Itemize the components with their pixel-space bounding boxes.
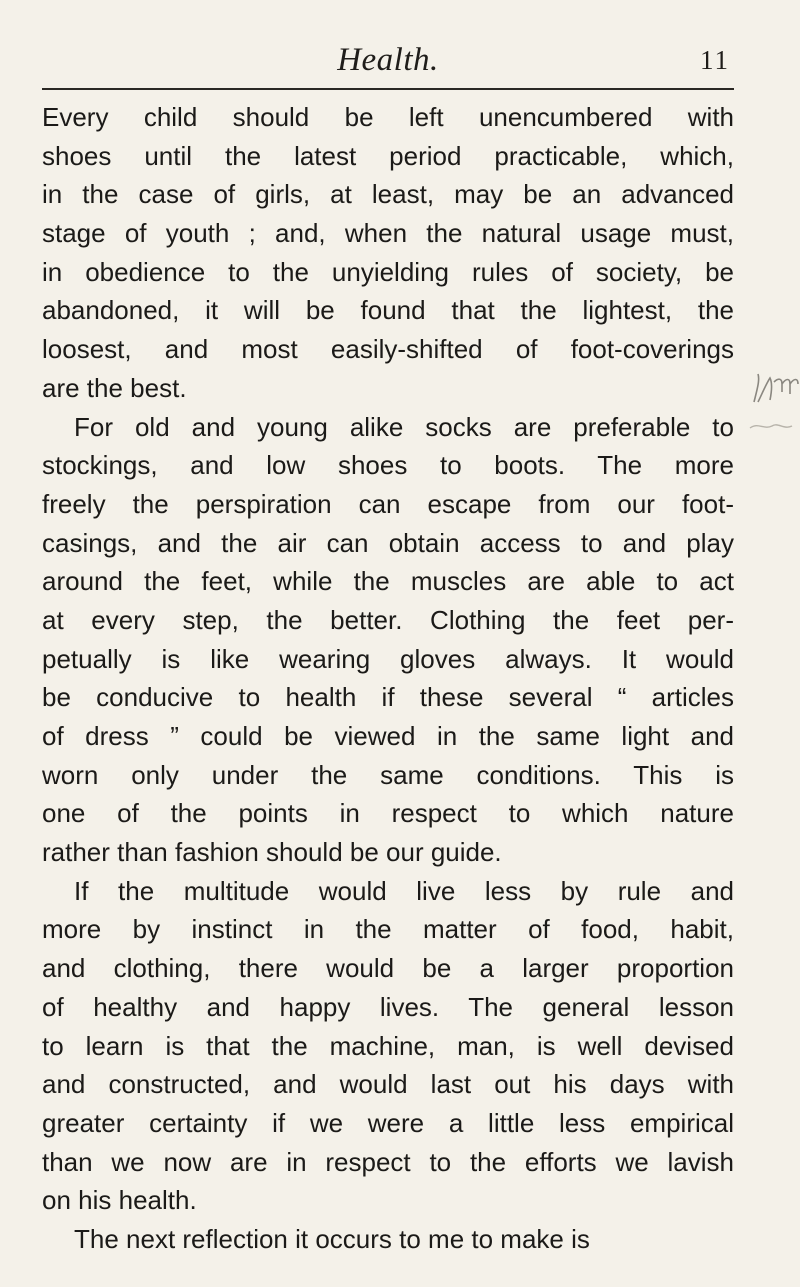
text-line: at every step, the better. Clothing the feet per- [42,604,734,635]
text-line: Every child should be left unencumbered with [42,102,734,132]
text-line: in the case of girls, at least, may be an advanced [42,179,734,210]
running-head [42,36,734,84]
text-line: more by instinct in the matter of food, habit, [42,914,734,945]
text-line: abandoned, it will be found that the lightest, the [42,295,734,326]
text-line: on his health. [42,1185,197,1216]
paragraph [42,1220,734,1259]
text-line: around the feet, while the muscles are able to act [42,566,734,597]
text-line: of dress ” could be viewed in the same light and [42,721,734,751]
paragraph [42,872,734,1220]
handwritten-annotation-icon [748,372,800,442]
text-line: rather than fashion should be our guide. [42,837,502,868]
text-line: be conducive to health if these several “ articles [42,682,734,713]
page-number: 11 [700,45,730,75]
text-line: petually is like wearing gloves always. It would [42,643,734,674]
paragraph [42,408,734,872]
text-line: and clothing, there would be a larger proportion [42,953,734,984]
text-line: If the multitude would live less by rule and [74,875,734,906]
text-line: greater certainty if we were a little less empirical [42,1107,734,1138]
text-line: and constructed, and would last out his days with [42,1069,734,1100]
text-line: loosest, and most easily-shifted of foot-coverings [42,334,734,365]
text-line: are the best. [42,372,187,403]
text-line: worn only under the same conditions. This is [42,759,734,790]
text-line: to learn is that the machine, man, is well devised [42,1030,734,1061]
paragraph [42,98,734,408]
text-line: For old and young alike socks are preferable to [74,411,734,442]
text-line: freely the perspiration can escape from our foot- [42,488,734,519]
text-line: shoes until the latest period practicable, which, [42,140,734,171]
text-line: stage of youth ; and, when the natural usage must, [42,218,734,249]
text-line: in obedience to the unyielding rules of society, be [42,256,734,287]
text-line: stockings, and low shoes to boots. The more [42,450,734,481]
body-text [42,98,734,1259]
header-rule [42,88,734,90]
text-line: than we now are in respect to the efforts we lavish [42,1146,734,1177]
text-line: The next reflection it occurs to me to make is [74,1223,590,1254]
page-title: Health. [337,42,439,78]
text-line: one of the points in respect to which nature [42,798,734,829]
text-line: of healthy and happy lives. The general lesson [42,991,734,1022]
text-line: casings, and the air can obtain access to and play [42,527,734,558]
